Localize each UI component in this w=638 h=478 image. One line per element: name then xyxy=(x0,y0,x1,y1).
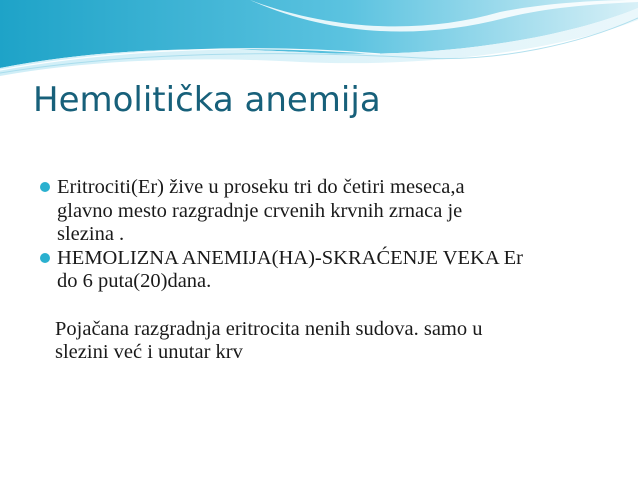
bullet-1-line-2: glavno mesto razgradnje crvenih krvnih zrnaca je xyxy=(57,199,463,222)
bullet-icon xyxy=(40,253,50,263)
header-wave-decoration xyxy=(0,0,638,80)
bullet-item-2 xyxy=(40,247,600,294)
bullet-1-line-1: Eritrociti(Er) žive u proseku tri do četiri meseca,a xyxy=(57,176,465,198)
bullet-1-line-3: slezina . xyxy=(57,223,125,245)
paragraph-line-1: Pojačana razgradnja eritrocita nenih sudova. samo u xyxy=(55,317,483,340)
bullet-2-line-1: HEMOLIZNA ANEMIJA(HA)-SKRAĆENJE VEKA Er xyxy=(57,246,523,269)
slide-body xyxy=(40,176,600,365)
bullet-2-line-2: do 6 puta(20)dana. xyxy=(57,270,212,292)
slide-title: Hemolitička anemija xyxy=(33,80,381,120)
bullet-item-1 xyxy=(40,176,600,247)
paragraph-line-2: slezini već i unutar krv xyxy=(55,341,243,363)
bullet-icon xyxy=(40,182,50,192)
body-paragraph xyxy=(40,318,600,365)
